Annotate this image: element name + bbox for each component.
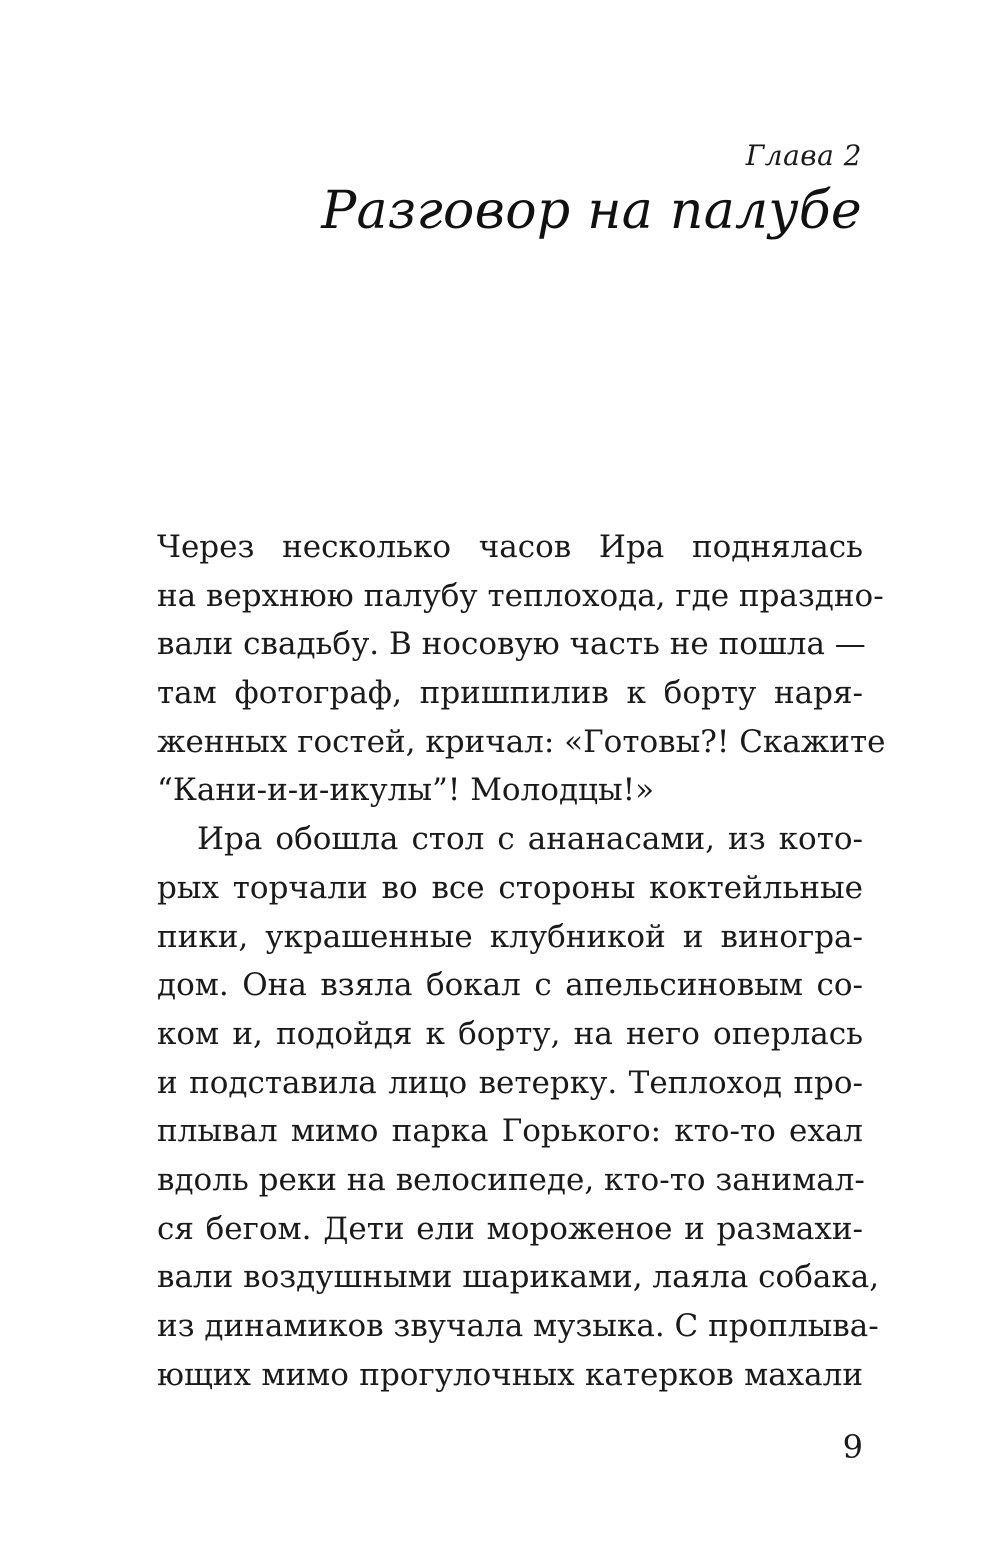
text-line: дом. Она взяла бокал с апельсиновым со-	[157, 967, 863, 1004]
text-line: вали свадьбу. В носовую часть не пошла —	[157, 626, 866, 663]
text-line: и подставила лицо ветерку. Теплоход про-	[157, 1064, 863, 1101]
text-line: ся бегом. Дети ели мороженое и размахи-	[157, 1210, 863, 1247]
text-line: Через несколько часов Ира поднялась	[157, 529, 863, 565]
text-line: женных гостей, кричал: «Готовы?! Скажите	[157, 723, 886, 760]
chapter-label: Глава 2	[745, 139, 862, 172]
text-line: ющих мимо прогулочных катерков махали	[157, 1356, 863, 1393]
text-line: вали воздушными шариками, лаяла собака,	[157, 1259, 880, 1296]
text-line: там фотограф, пришпилив к борту наря-	[157, 675, 863, 712]
text-line: Ира обошла стол с ананасами, из кото-	[197, 821, 863, 858]
chapter-header	[321, 138, 862, 244]
paragraph-1	[157, 523, 886, 815]
text-line: плывал мимо парка Горького: кто-то ехал	[157, 1113, 863, 1150]
chapter-title: Разговор на палубе	[321, 181, 862, 241]
text-line: вдоль реки на велосипеде, кто-то занимал-	[157, 1161, 865, 1198]
text-line: “Кани-и-и-икулы”! Молодцы!»	[157, 772, 655, 809]
text-line: пики, украшенные клубникой и виногра-	[157, 918, 863, 955]
text-line: на верхнюю палубу теплохода, где праздно-	[157, 577, 884, 614]
text-line: из динамиков звучала музыка. С проплыва-	[157, 1308, 879, 1344]
text-line: ком и, подойдя к борту, на него оперлась	[157, 1015, 863, 1052]
paragraph-2	[157, 815, 880, 1399]
text-line: рых торчали во все стороны коктейльные	[157, 869, 863, 906]
body-text	[157, 523, 886, 1399]
page-number: 9	[842, 1428, 863, 1466]
